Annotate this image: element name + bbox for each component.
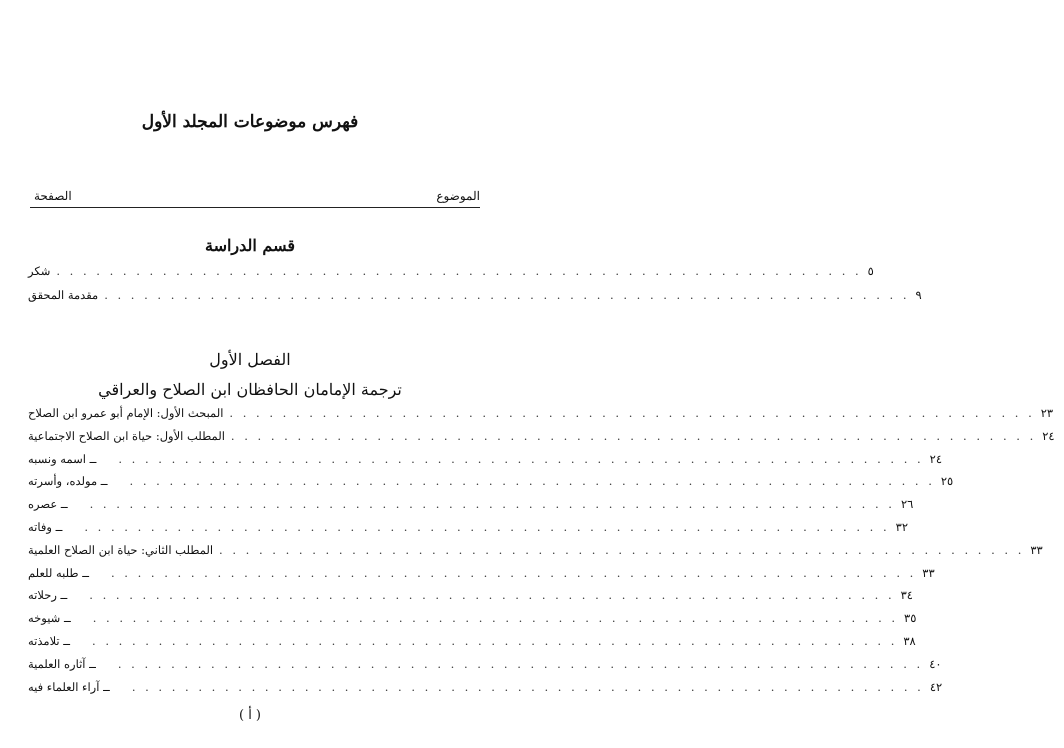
chapter-subtitle: ترجمة الإمامان الحافظان ابن الصلاح والعراقي	[98, 380, 402, 399]
toc-page-number: ٣٣	[1030, 543, 1043, 557]
toc-row	[28, 611, 917, 631]
toc-entry-label: ــ رحلاته	[28, 588, 68, 602]
toc-page-number: ٢٤	[1042, 429, 1055, 443]
dot-leader: . . . . . . . . . . . . . . . . . . . . . . . . . . . . . . . . . . . . . . . . . . . . . . . . . . . . . . . . . . . . .	[92, 611, 899, 625]
toc-row	[28, 406, 1054, 426]
header-divider	[30, 207, 480, 208]
toc-page-number: ٢٥	[940, 474, 954, 488]
toc-page-number: ٣٨	[903, 634, 916, 648]
toc-page-number: ٤٠	[929, 657, 942, 671]
dot-leader: . . . . . . . . . . . . . . . . . . . . . . . . . . . . . . . . . . . . . . . . . . . . . . . . . . . . . . . . . . . . .	[118, 452, 924, 466]
dot-leader: . . . . . . . . . . . . . . . . . . . . . . . . . . . . . . . . . . . . . . . . . . . . . . . . . . . . . . . . . . . . .	[219, 543, 1025, 557]
toc-page-number: ٩	[915, 288, 922, 302]
toc-entry-label: ــ آراء العلماء فيه	[28, 680, 110, 694]
toc-page-number: ٢٣	[1040, 406, 1054, 420]
page-title: فهرس موضوعات المجلد الأول	[141, 112, 359, 132]
toc-page-number: ٢٤	[929, 452, 943, 466]
toc-row	[28, 429, 1055, 449]
page-folio: ( أ )	[238, 708, 262, 723]
section-heading: قسم الدراسة	[204, 236, 295, 255]
dot-leader: . . . . . . . . . . . . . . . . . . . . . . . . . . . . . . . . . . . . . . . . . . . . . . . . . . . . . . . . . . . . .	[89, 497, 895, 511]
dot-leader: . . . . . . . . . . . . . . . . . . . . . . . . . . . . . . . . . . . . . . . . . . . . . . . . . . . . . . . . . . . . .	[129, 474, 935, 488]
toc-page-number: ٣٢	[895, 520, 909, 534]
toc-row	[28, 288, 922, 308]
toc-row	[28, 543, 1043, 563]
dot-leader: . . . . . . . . . . . . . . . . . . . . . . . . . . . . . . . . . . . . . . . . . . . . . . . . . . . . . . . . . . . . .	[89, 588, 895, 602]
toc-page-number: ٣٥	[904, 611, 917, 625]
toc-row	[28, 657, 942, 677]
toc-row	[28, 680, 943, 700]
dot-leader: . . . . . . . . . . . . . . . . . . . . . . . . . . . . . . . . . . . . . . . . . . . . . . . . . . . . . . . . . . . . .	[110, 566, 917, 580]
dot-leader: . . . . . . . . . . . . . . . . . . . . . . . . . . . . . . . . . . . . . . . . . . . . . . . . . . . . . . . . . . . . .	[104, 288, 910, 302]
column-header-topic: الموضوع	[436, 189, 480, 203]
toc-page-number: ٣٣	[922, 566, 935, 580]
dot-leader: . . . . . . . . . . . . . . . . . . . . . . . . . . . . . . . . . . . . . . . . . . . . . . . . . . . . . . . . . . . . .	[230, 429, 1037, 443]
chapter-heading: الفصل الأول	[209, 350, 291, 369]
dot-leader: . . . . . . . . . . . . . . . . . . . . . . . . . . . . . . . . . . . . . . . . . . . . . . . . . . . . . . . . . . . . .	[229, 406, 1035, 420]
toc-entry-label: ــ تلامذته	[28, 634, 71, 648]
toc-page-number: ٥	[867, 264, 874, 278]
toc-row	[28, 588, 913, 608]
dot-leader: . . . . . . . . . . . . . . . . . . . . . . . . . . . . . . . . . . . . . . . . . . . . . . . . . . . . . . . . . . . . .	[56, 264, 862, 278]
toc-page-number: ٢٦	[900, 497, 914, 511]
toc-entry-label: ــ مولده، وأسرته	[28, 474, 108, 488]
toc-row	[28, 264, 874, 284]
toc-entry-label: ــ وفاته	[28, 520, 63, 534]
toc-row	[28, 474, 954, 494]
toc-entry-label: ــ عصره	[28, 497, 68, 511]
toc-entry-label: ــ طلبه للعلم	[28, 566, 89, 580]
dot-leader: . . . . . . . . . . . . . . . . . . . . . . . . . . . . . . . . . . . . . . . . . . . . . . . . . . . . . . . . . . . . .	[117, 657, 924, 671]
toc-entry-label: مقدمة المحقق	[28, 288, 99, 302]
toc-entry-label: المطلب الثاني: حياة ابن الصلاح العلمية	[28, 543, 214, 557]
toc-entry-label: ــ اسمه ونسبه	[28, 452, 97, 466]
toc-page-number: ٤٢	[929, 680, 943, 694]
toc-row	[28, 452, 943, 472]
toc-row	[28, 497, 914, 517]
toc-page-number: ٣٤	[900, 588, 913, 602]
dot-leader: . . . . . . . . . . . . . . . . . . . . . . . . . . . . . . . . . . . . . . . . . . . . . . . . . . . . . . . . . . . .	[131, 680, 924, 694]
toc-row	[28, 520, 909, 540]
toc-entry-label: المبحث الأول: الإمام أبو عمرو ابن الصلاح	[28, 406, 224, 420]
dot-leader: . . . . . . . . . . . . . . . . . . . . . . . . . . . . . . . . . . . . . . . . . . . . . . . . . . . . . . . . . . . . .	[84, 520, 890, 534]
toc-row	[28, 634, 916, 654]
dot-leader: . . . . . . . . . . . . . . . . . . . . . . . . . . . . . . . . . . . . . . . . . . . . . . . . . . . . . . . . . . . . .	[92, 634, 898, 648]
toc-entry-label: المطلب الأول: حياة ابن الصلاح الاجتماعية	[28, 429, 225, 443]
toc-row	[28, 566, 935, 586]
toc-entry-label: ــ آثاره العلمية	[28, 657, 96, 671]
toc-entry-label: ــ شيوخه	[28, 611, 71, 625]
toc-entry-label: شكر	[28, 264, 51, 278]
column-header-page: الصفحة	[34, 189, 72, 203]
